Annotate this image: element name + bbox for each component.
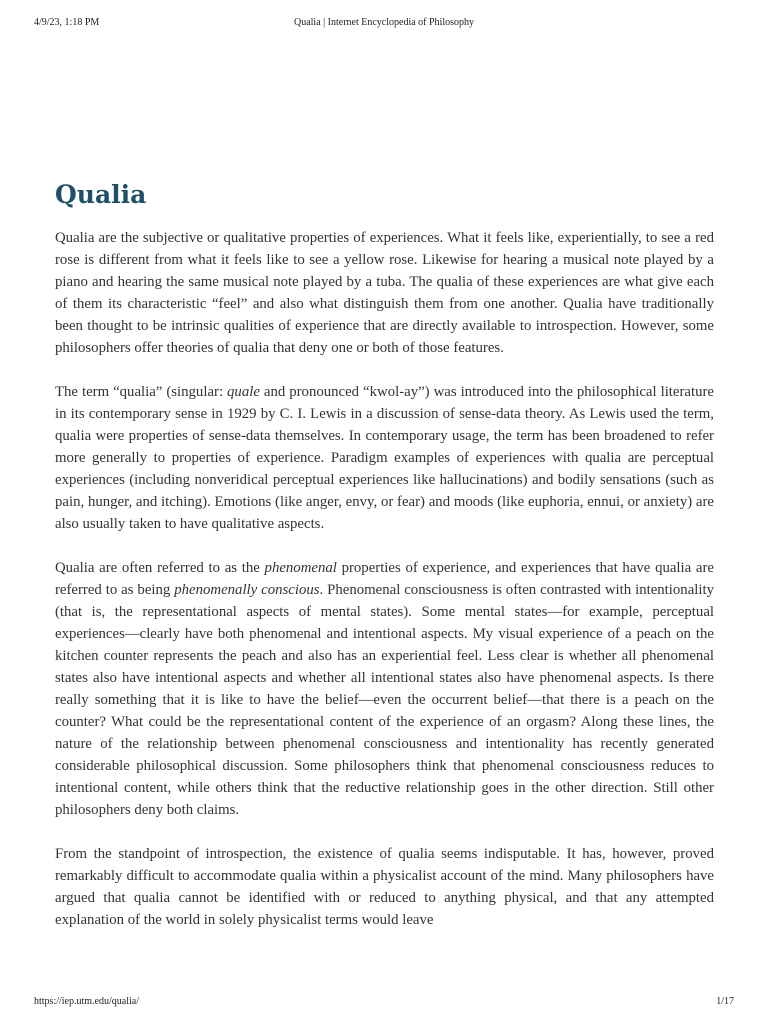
- paragraph-3-text-mid: properties of experience, and experiences that have qualia are referred to as being: [55, 560, 714, 598]
- print-date: 4/9/23, 1:18 PM: [34, 17, 100, 28]
- italic-phenomenal: phenomenal: [264, 560, 337, 576]
- page-number: 1/17: [716, 996, 734, 1007]
- paragraph-3-text-rest: . Phenomenal consciousness is often contrasted with intentionality (that is, the representational aspects of mental states). Some mental states—for example, perceptual experiences—clearly have both phenomenal and intentional aspects. My visual experience of a peach on the kitchen counter represents the peach and also has an experiential feel. Less clear is whether all phenomenal states also have intentional aspects and whether all intentional states also have phenomenal aspects. Is there really something that it is like to have the belief—even the occurrent belief—that there is a peach on the counter? What could be the representational content of the experience of an orgasm? Along these lines, the nature of the relationship between phenomenal consciousness and intentionality has recently generated considerable philosophical discussion. Some philosophers think that phenomenal consciousness reduces to intentional content, while others think that the reductive relationship goes in the other direction. Still other philosophers deny both claims.: [55, 582, 714, 818]
- print-title: Qualia | Internet Encyclopedia of Philosophy: [293, 17, 474, 28]
- paragraph-2-text: The term “qualia” (singular:: [55, 384, 228, 400]
- paragraph-1: Qualia are the subjective or qualitative properties of experiences. What it feels like, experientially, to see a red rose is different from what it feels like to see a yellow rose. Likewise for hearing a musical note played by a piano and hearing the same musical note played by a tuba. The qualia of these experiences are what give each of them its characteristic “feel” and also what distinguish them from one another. Qualia have traditionally been thought to be intrinsic qualities of experience that are directly available to introspection. However, some philosophers offer theories of qualia that deny one or both of those features.: [55, 230, 714, 356]
- paragraph-3-text: Qualia are often referred to as the: [55, 560, 265, 576]
- page-url[interactable]: https://iep.utm.edu/qualia/: [34, 996, 139, 1007]
- paragraph-4: From the standpoint of introspection, the existence of qualia seems indisputable. It has, however, proved remarkably difficult to accommodate qualia within a physicalist account of the mind. Many philosophers have argued that qualia cannot be identified with or reduced to anything physical, and that any attempted explanation of the world in solely physicalist terms would leave: [55, 846, 714, 928]
- italic-phenomenally-conscious: phenomenally conscious: [174, 582, 320, 598]
- paragraph-2: [55, 381, 714, 535]
- italic-quale: quale: [227, 384, 260, 400]
- article-title: Qualia: [55, 180, 147, 209]
- article: [55, 177, 714, 953]
- print-footer: [34, 996, 734, 1010]
- paragraph-2-text-rest: and pronounced “kwol-ay”) was introduced into the philosophical literature in its contemporary sense in 1929 by C. I. Lewis in a discussion of sense-data theory. As Lewis used the term, qualia were properties of sense-data themselves. In contemporary usage, the term has been broadened to refer more generally to properties of experience. Paradigm examples of experiences with qualia are perceptual experiences (including nonveridical perceptual experiences like hallucinations) and bodily sensations (such as pain, hunger, and itching). Emotions (like anger, envy, or fear) and moods (like euphoria, ennui, or anxiety) are also usually taken to have qualitative aspects.: [55, 384, 714, 532]
- paragraph-3: [55, 557, 714, 821]
- print-header: [34, 17, 734, 31]
